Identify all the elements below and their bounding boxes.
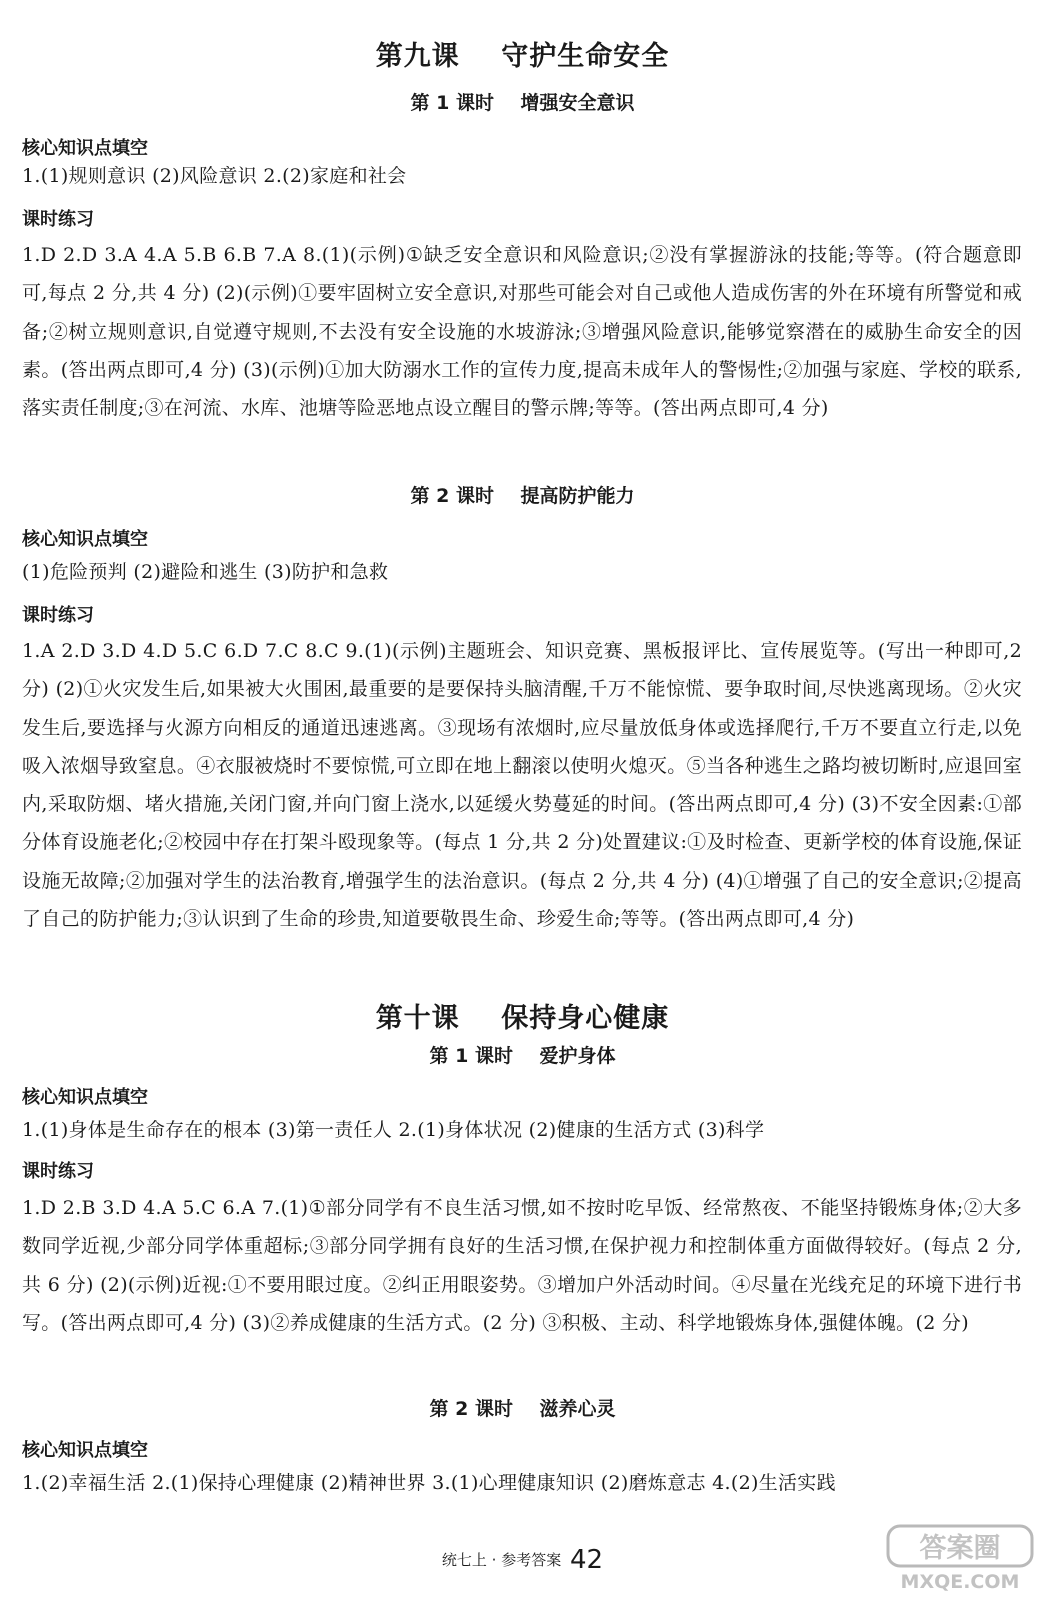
- practice-answers: 1.A 2.D 3.D 4.D 5.C 6.D 7.C 8.C 9.(1)(示例)主题班会、知识竞赛、黑板报评比、宣传展览等。(写出一种即可,2 分) (2)①火灾发生后,如果被大火围困,最重要的是要保持头脑清醒,千万不能惊慌、要争取时间,尽快逃离现场。②火灾发生后,要选择与火源方向相反的通道迅速逃离。③现场有浓烟时,应尽量放低身体或选择爬行,千万不要直立行走,以免吸入浓烟导致窒息。④衣服被烧时不要惊慌,可立即在地上翻滚以使明火熄灭。⑤当各种逃生之路均被切断时,应退回室内,采取防烟、堵火措施,关闭门窗,并向门窗上浇水,以延缓火势蔓延的时间。(答出两点即可,4 分) (3)不安全因素:①部分体育设施老化;②校园中存在打架斗殴现象等。(每点 1 分,共 2 分)处置建议:①及时检查、更新学校的体育设施,保证设施无故障;②加强对学生的法治教育,增强学生的法治意识。(每点 2 分,共 4 分) (4)①增强了自己的安全意识;②提高了自己的防护能力;③认识到了生命的珍贵,知道要敬畏生命、珍爱生命;等等。(答出两点即可,4 分): [22, 640, 1022, 931]
- practice-label: 课时练习: [22, 1161, 94, 1182]
- watermark-bottom-text: MXQE.COM: [900, 1571, 1020, 1593]
- core-knowledge-label: 核心知识点填空: [22, 529, 148, 550]
- core-knowledge-answers: 1.(2)幸福生活 2.(1)保持心理健康 (2)精神世界 3.(1)心理健康知识 (2)磨炼意志 4.(2)生活实践: [22, 1472, 836, 1494]
- practice-label: 课时练习: [22, 209, 94, 230]
- lesson-10-period-1-title: 第 1 课时 爱护身体: [429, 1045, 616, 1067]
- core-knowledge-answers: 1.(1)身体是生命存在的根本 (3)第一责任人 2.(1)身体状况 (2)健康的生活方式 (3)科学: [22, 1119, 765, 1141]
- core-knowledge-answers: 1.(1)规则意识 (2)风险意识 2.(2)家庭和社会: [22, 165, 407, 187]
- core-knowledge-label: 核心知识点填空: [22, 1440, 148, 1461]
- core-knowledge-label: 核心知识点填空: [22, 138, 148, 159]
- footer-label: 统七上 · 参考答案: [441, 1551, 562, 1569]
- practice-label: 课时练习: [22, 605, 94, 626]
- lesson-9-period-1-title: 第 1 课时 增强安全意识: [410, 92, 635, 114]
- watermark-logo: [880, 1520, 1040, 1595]
- core-knowledge-answers: (1)危险预判 (2)避险和逃生 (3)防护和急救: [22, 561, 389, 583]
- page-number: 42: [570, 1545, 604, 1575]
- lesson-9-period-2-title: 第 2 课时 提高防护能力: [410, 485, 635, 507]
- lesson-10-period-2-title: 第 2 课时 滋养心灵: [429, 1398, 616, 1420]
- core-knowledge-label: 核心知识点填空: [22, 1087, 148, 1108]
- practice-answers: 1.D 2.D 3.A 4.A 5.B 6.B 7.A 8.(1)(示例)①缺乏安全意识和风险意识;②没有掌握游泳的技能;等等。(符合题意即可,每点 2 分,共 4 分) (2)(示例)①要牢固树立安全意识,对那些可能会对自己或他人造成伤害的外在环境有所警觉和戒备;②树立规则意识,自觉遵守规则,不去没有安全设施的水坡游泳;③增强风险意识,能够觉察潜在的威胁生命安全的因素。(答出两点即可,4 分) (3)(示例)①加大防溺水工作的宣传力度,提高未成年人的警惕性;②加强与家庭、学校的联系,落实责任制度;③在河流、水库、池塘等险恶地点设立醒目的警示牌;等等。(答出两点即可,4 分): [22, 244, 1022, 420]
- practice-answers: 1.D 2.B 3.D 4.A 5.C 6.A 7.(1)①部分同学有不良生活习惯,如不按时吃早饭、经常熬夜、不能坚持锻炼身体;②大多数同学近视,少部分同学体重超标;③部分同学拥有良好的生活习惯,在保护视力和控制体重方面做得较好。(每点 2 分,共 6 分) (2)(示例)近视:①不要用眼过度。②纠正用眼姿势。③增加户外活动时间。④尽量在光线充足的环境下进行书写。(答出两点即可,4 分) (3)②养成健康的生活方式。(2 分) ③积极、主动、科学地锻炼身体,强健体魄。(2 分): [22, 1197, 1022, 1334]
- watermark-top-text: 答案圈: [919, 1533, 1001, 1564]
- lesson-10-title: 第十课 保持身心健康: [375, 1003, 670, 1034]
- lesson-9-title: 第九课 守护生命安全: [375, 41, 670, 72]
